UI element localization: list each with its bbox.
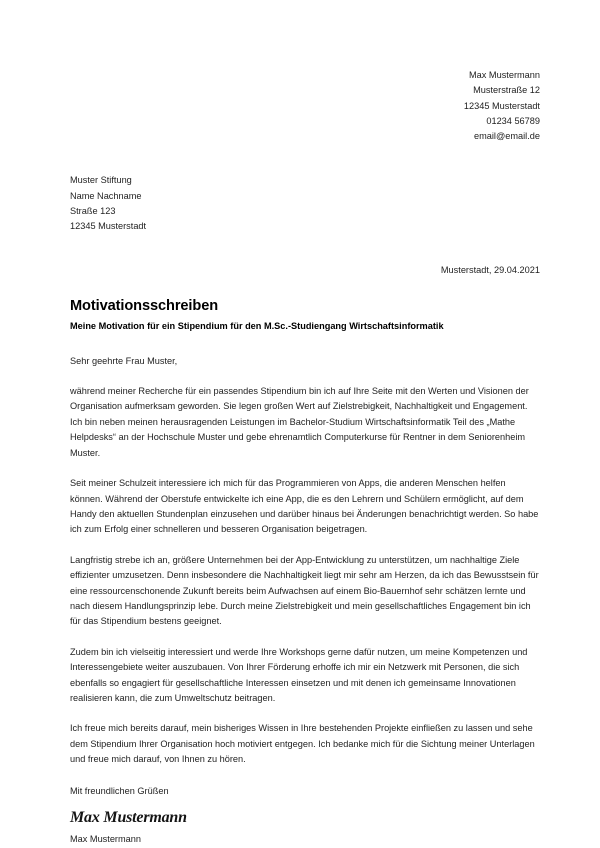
body-paragraph-2: Seit meiner Schulzeit interessiere ich mich für das Programmieren von Apps, die anderen Menschen helfen können. Während der Oberstufe entwickelte ich eine App, die es den Lehrern und Schülern ermöglicht, auf dem Handy den aktuellen Stundenplan einzusehen und darüber hinaus bei Änderungen benachrichtigt werden. So habe ich zum Erfolg einer schnelleren und besseren Organisation beigetragen. (70, 478, 539, 535)
recipient-street: Straße 123 (70, 206, 116, 217)
sender-city: 12345 Musterstadt (463, 100, 540, 111)
recipient-contact-name: Name Nachname (70, 190, 142, 201)
closing-phrase: Mit freundlichen Grüßen (70, 785, 169, 796)
sender-address-block (70, 68, 540, 144)
recipient-address-block (70, 173, 540, 234)
sender-name: Max Mustermann (469, 70, 540, 80)
recipient-organization: Muster Stiftung (70, 175, 132, 186)
body-paragraph-3: Langfristig strebe ich an, größere Unternehmen bei der App-Entwicklung zu unterstützen, um nachhaltige Ziele effizienter umzusetzen. Denn insbesondere die Nachhaltigkeit liegt mir sehr am Herzen, da ich das Bewusstsein für eine ressourcenschonende Zukunft bereits beim Aufwachsen auf einem Bio-Bauernhof sehr schätzen lernte und nach diesem Handlungsprinzip lebe. Durch meine Zielstrebigkeit und mein gesellschaftliches Engagement bin ich für das Stipendium bestens geeignet. (70, 554, 539, 627)
page-subtitle: Meine Motivation für ein Stipendium für den M.Sc.-Studiengang Wirtschaftsinformatik (70, 320, 444, 331)
body-paragraph-1: während meiner Recherche für ein passendes Stipendium bin ich auf Ihre Seite mit den Werten und Visionen der Organisation aufmerksam geworden. Sie legen großen Wert auf Zielstrebigkeit, Nachhaltigkeit und Engagement. Ich bin neben meinen herausragenden Leistungen im Bachelor-Studium Wirtschaftsinformatik Teil des „Mathe Helpdesks“ an der Hochschule Muster und gebe ehrenamtlich Computerkurse für Rentner in dem Seniorenheim Muster. (70, 386, 529, 458)
sender-phone: 01234 56789 (486, 115, 540, 126)
sender-street: Musterstraße 12 (473, 85, 540, 96)
body-paragraph-5: Ich freue mich bereits darauf, mein bisheriges Wissen in Ihre bestehenden Projekte einfließen zu lassen und sehe dem Stipendium Ihrer Organisation hoch motiviert entgegen. Ich bedanke mich für die Sichtung meiner Unterlagen und freue mich darauf, von Ihnen zu hören. (70, 723, 535, 765)
salutation: Sehr geehrte Frau Muster, (70, 355, 178, 366)
handwritten-signature: Max Mustermann (70, 809, 187, 827)
sender-email: email@email.de (473, 131, 540, 142)
recipient-city: 12345 Musterstadt (70, 221, 147, 232)
body-paragraph-4: Zudem bin ich vielseitig interessiert und werde Ihre Workshops gerne dafür nutzen, um meine Kompetenzen und Interessengebiete weiter auszubauen. Von Ihrer Förderung erhoffe ich mir ein Netzwerk mit Personen, die sich ebenfalls so engagiert für gesellschaftliche Interessen einsetzen und mit denen ich gemeinsame Innovationen realisieren kann, die zum Umweltschutz beitragen. (70, 646, 528, 703)
signer-printed-name: Max Mustermann (70, 834, 141, 845)
dateline: Musterstadt, 29.04.2021 (440, 264, 540, 275)
page-title: Motivationsschreiben (70, 297, 219, 314)
letter-content (70, 0, 540, 846)
